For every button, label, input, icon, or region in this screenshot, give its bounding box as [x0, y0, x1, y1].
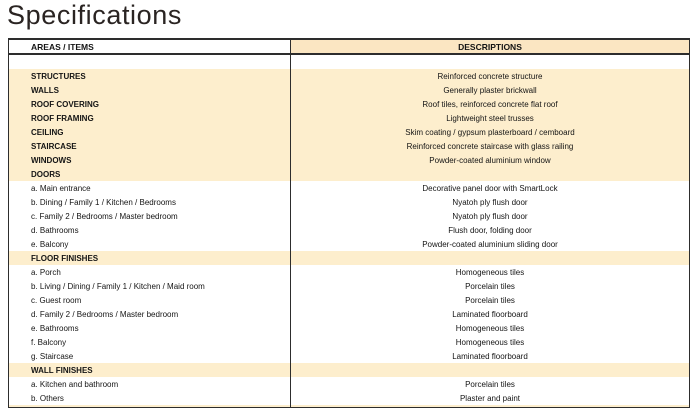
- description-cell: Nyatoh ply flush door: [452, 211, 528, 221]
- description-cell: Roof tiles, reinforced concrete flat roof: [422, 99, 558, 109]
- description-cell: Flush door, folding door: [448, 225, 532, 235]
- page-title: Specifications: [7, 0, 182, 30]
- table-row: [9, 111, 689, 125]
- table-row: [9, 321, 689, 335]
- description-cell: [291, 363, 689, 377]
- description-cell: Skim coating / gypsum plasterboard / cemboard: [405, 127, 575, 137]
- table-row: [9, 167, 689, 181]
- description-cell: Homogeneous tiles: [455, 337, 525, 347]
- column-header-areas-items: AREAS / ITEMS: [9, 40, 291, 53]
- area-cell: WALLS: [9, 83, 291, 97]
- table-header-row: [9, 40, 689, 55]
- area-cell: a. Main entrance: [9, 181, 291, 195]
- description-cell: Plaster and paint: [459, 393, 521, 403]
- table-row: [9, 363, 689, 377]
- table-row: [9, 349, 689, 363]
- table-row: [9, 293, 689, 307]
- area-cell: DOORS: [9, 167, 291, 181]
- description-cell: Nyatoh ply flush door: [452, 197, 528, 207]
- table-row: [9, 237, 689, 251]
- column-header-descriptions: DESCRIPTIONS: [291, 40, 689, 53]
- description-cell: Homogeneous tiles: [455, 267, 525, 277]
- description-cell: Porcelain tiles: [465, 379, 515, 389]
- area-cell: a. Porch: [9, 265, 291, 279]
- area-cell: [9, 55, 291, 69]
- table-row: [9, 153, 689, 167]
- specifications-table: [8, 38, 690, 408]
- table-row: [9, 69, 689, 83]
- description-cell: [291, 251, 689, 265]
- area-cell: c. Guest room: [9, 293, 291, 307]
- table-row: [9, 97, 689, 111]
- description-cell: Reinforced concrete staircase with glass railing: [406, 141, 574, 151]
- description-cell: Decorative panel door with SmartLock: [422, 183, 558, 193]
- area-cell: FLOOR FINISHES: [9, 251, 291, 265]
- area-cell: b. Living / Dining / Family 1 / Kitchen / Maid room: [9, 279, 291, 293]
- area-cell: c. Family 2 / Bedrooms / Master bedroom: [9, 209, 291, 223]
- table-row: [9, 335, 689, 349]
- table-body: [9, 55, 689, 408]
- description-cell: Porcelain tiles: [465, 295, 515, 305]
- description-cell: Powder-coated aluminium window: [429, 155, 551, 165]
- area-cell: WALL FINISHES: [9, 363, 291, 377]
- description-cell: Laminated floorboard: [452, 309, 528, 319]
- description-cell: Generally plaster brickwall: [443, 85, 537, 95]
- area-cell: e. Balcony: [9, 237, 291, 251]
- description-cell: Laminated floorboard: [452, 351, 528, 361]
- area-cell: STAIRCASE: [9, 139, 291, 153]
- area-cell: d. Bathrooms: [9, 223, 291, 237]
- table-row: [9, 279, 689, 293]
- description-cell: Porcelain tiles: [465, 281, 515, 291]
- table-row: [9, 195, 689, 209]
- area-cell: g. Staircase: [9, 349, 291, 363]
- table-row: [9, 391, 689, 405]
- table-row: [9, 55, 689, 69]
- area-cell: f. Balcony: [9, 335, 291, 349]
- area-cell: b. Dining / Family 1 / Kitchen / Bedrooms: [9, 195, 291, 209]
- area-cell: e. Bathrooms: [9, 321, 291, 335]
- table-row: [9, 181, 689, 195]
- description-cell: Homogeneous tiles: [455, 323, 525, 333]
- description-cell: [291, 55, 689, 69]
- table-row: [9, 83, 689, 97]
- table-row: [9, 377, 689, 391]
- area-cell: CEILING: [9, 125, 291, 139]
- area-cell: ROOF COVERING: [9, 97, 291, 111]
- area-cell: ROOF FRAMING: [9, 111, 291, 125]
- table-row: [9, 139, 689, 153]
- area-cell: WINDOWS: [9, 153, 291, 167]
- table-row: [9, 265, 689, 279]
- area-cell: a. Kitchen and bathroom: [9, 377, 291, 391]
- description-cell: Reinforced concrete structure: [437, 71, 543, 81]
- table-row: [9, 209, 689, 223]
- area-cell: STRUCTURES: [9, 69, 291, 83]
- table-row: [9, 125, 689, 139]
- table-row: [9, 307, 689, 321]
- description-cell: Lightweight steel trusses: [446, 113, 534, 123]
- area-cell: d. Family 2 / Bedrooms / Master bedroom: [9, 307, 291, 321]
- area-cell: b. Others: [9, 391, 291, 405]
- description-cell: [291, 167, 689, 181]
- table-row: [9, 251, 689, 265]
- description-cell: Powder-coated aluminium sliding door: [422, 239, 558, 249]
- table-row: [9, 223, 689, 237]
